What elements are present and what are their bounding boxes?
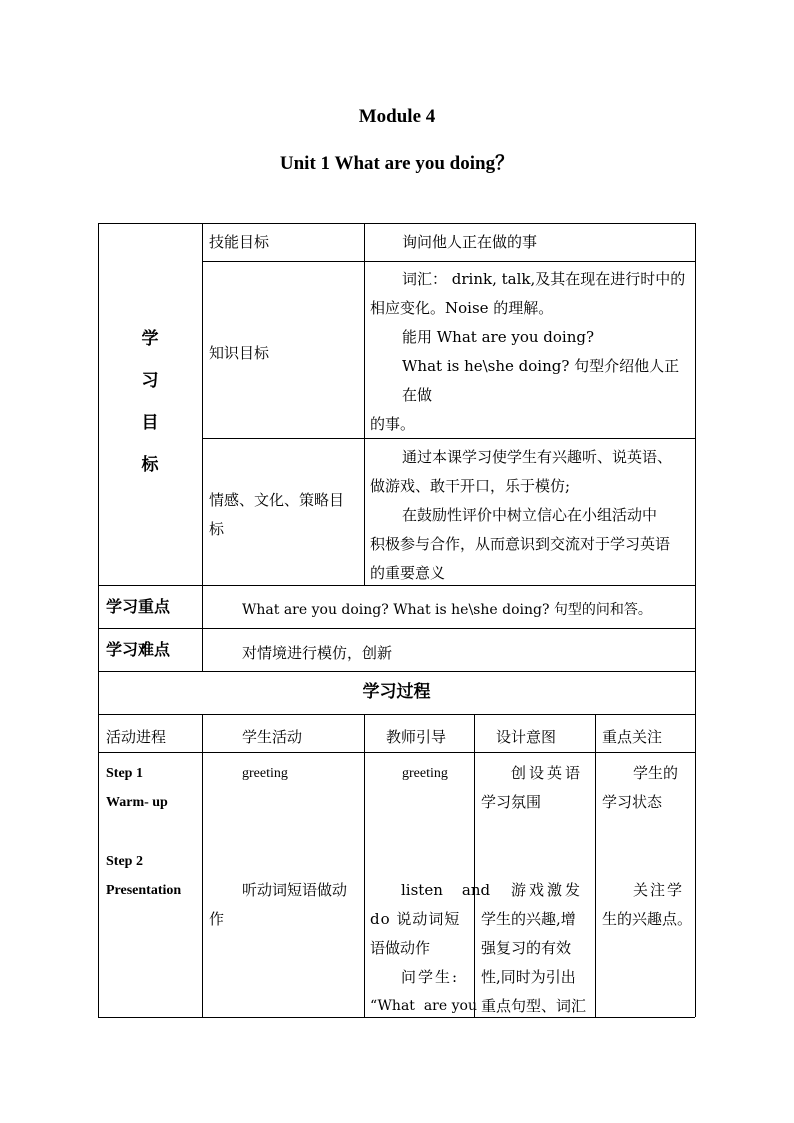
step2-student: 听动词短语做动 作 bbox=[209, 881, 348, 928]
affect-objective-content: 通过本课学习使学生有兴趣听、说英语、 做游戏、敢干开口，乐于模仿; 在鼓励性评价中树立信心在小组活动中 积极参与合作，从而意识到交流对于学习英语 的重要意义 bbox=[370, 448, 673, 582]
header-activity: 活动进程 bbox=[106, 728, 167, 746]
process-title: 学习过程 bbox=[362, 682, 431, 702]
skill-objective-content: 询问他人正在做的事 bbox=[402, 233, 538, 251]
step1-focus: 学生的 学习状态 bbox=[602, 764, 679, 811]
step1-student: greeting bbox=[242, 766, 288, 781]
knowledge-objective-content: 词汇： drink, talk,及其在现在进行时中的 相应变化。Noise 的理解。 能用 What are you doing? What is he\she doing? 句型介绍他人正在做 的事。 bbox=[370, 270, 686, 433]
key-point-label: 学习重点 bbox=[106, 597, 171, 616]
step2-name: Step 2 Presentation bbox=[106, 854, 182, 898]
unit-title: Unit 1 What are you doing？ bbox=[279, 153, 515, 174]
objectives-side-label: 学 习 目 标 bbox=[141, 329, 159, 475]
difficulty-text: 对情境进行模仿，创新 bbox=[242, 644, 393, 662]
step2-intent: 游戏激发 学生的兴趣,增 强复习的有效 性,同时为引出 重点句型、词汇 bbox=[481, 881, 587, 1015]
step2-teacher: listen and do 说动词短 语做动作 问学生: “What are you bbox=[370, 881, 491, 1014]
key-point-text: What are you doing? What is he\she doing? 句型的问和答。 bbox=[242, 602, 652, 618]
affect-objective-label: 情感、文化、策略目 标 bbox=[209, 491, 345, 538]
module-title: Module 4 bbox=[358, 106, 436, 127]
step1-name: Step 1 Warm- up bbox=[106, 766, 168, 810]
header-student: 学生活动 bbox=[242, 728, 303, 746]
knowledge-objective-label: 知识目标 bbox=[209, 344, 270, 362]
skill-objective-label: 技能目标 bbox=[209, 233, 270, 251]
header-teacher: 教师引导 bbox=[386, 728, 447, 746]
header-intent: 设计意图 bbox=[496, 728, 557, 746]
difficulty-label: 学习难点 bbox=[106, 640, 171, 659]
step2-focus: 关注学 生的兴趣点。 bbox=[602, 881, 693, 928]
step1-intent: 创设英语 学习氛围 bbox=[481, 764, 584, 811]
header-focus: 重点关注 bbox=[602, 728, 663, 746]
step1-teacher: greeting bbox=[402, 766, 448, 781]
